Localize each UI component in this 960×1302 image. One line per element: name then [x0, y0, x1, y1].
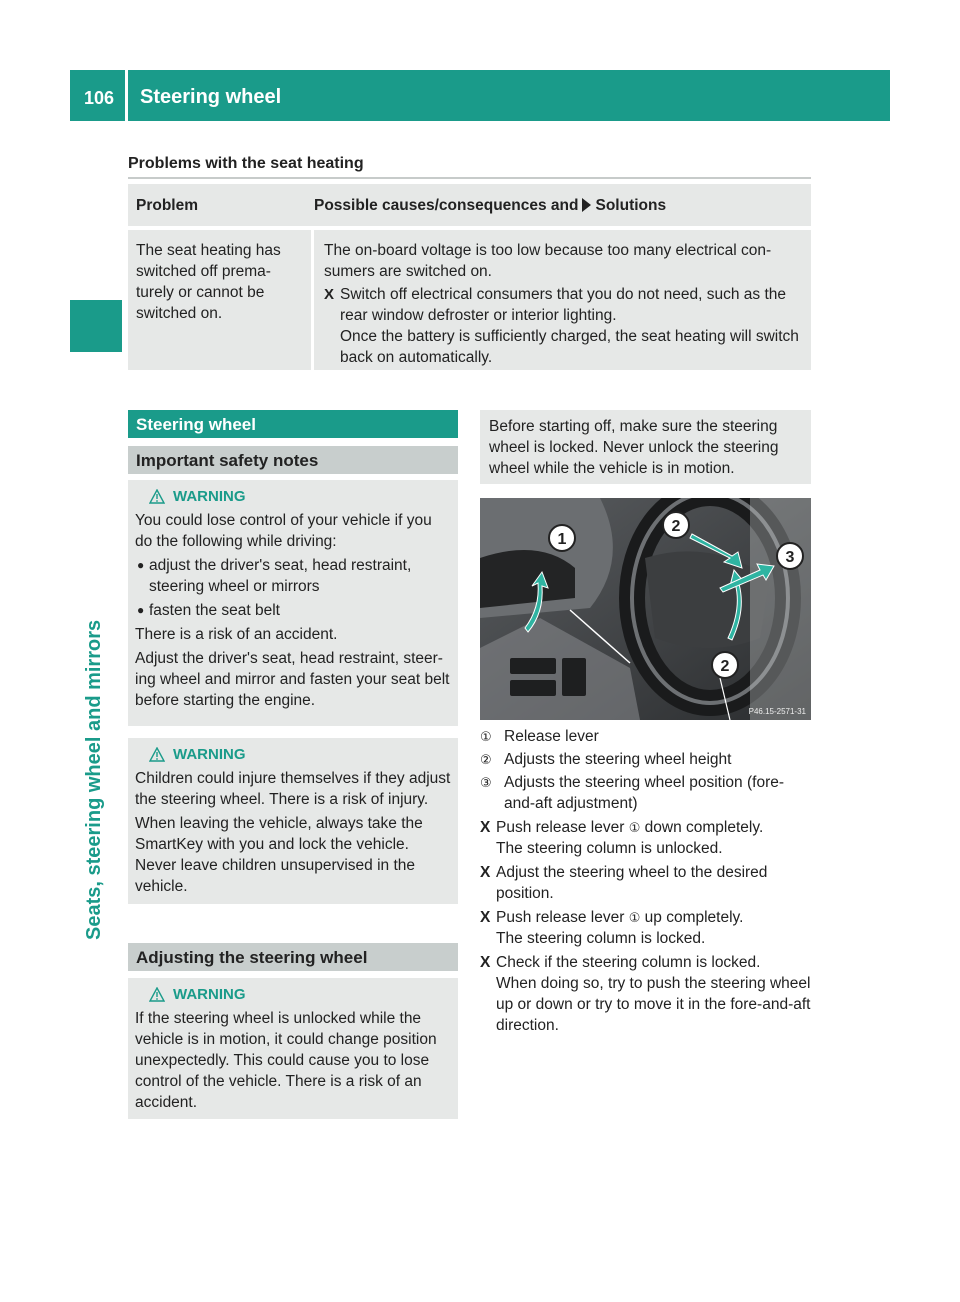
step-arrow-icon: X: [480, 954, 491, 971]
warning-label: [135, 744, 451, 765]
bullet-text: fasten the seat belt: [149, 602, 280, 619]
col-solutions-header-a: Possible causes/consequences and: [314, 196, 579, 214]
warning-box-1: [128, 480, 458, 726]
svg-text:2: 2: [671, 518, 681, 535]
table-rule: [128, 177, 811, 179]
play-arrow-icon: [582, 198, 591, 212]
svg-text:1: 1: [557, 531, 567, 548]
cause-text: The on-board voltage is too low because too many electrical con-sumers are switched on.: [324, 242, 772, 280]
legend-item: [480, 726, 815, 747]
warning-label: [135, 984, 451, 1005]
warning-icon: [149, 747, 165, 762]
step-action: Adjust the steering wheel to the desired position.: [496, 864, 768, 902]
side-tab-label: Seats, steering wheel and mirrors: [83, 619, 105, 940]
legend-number: ①: [480, 729, 492, 744]
warning-advice: When leaving the vehicle, always take the SmartKey with you and lock the vehicle. Never leave children unsupervised in the vehicle.: [135, 815, 423, 895]
table-header: [128, 184, 811, 226]
note-box: Before starting off, make sure the steering wheel is locked. Never unlock the steering wheel while the vehicle is in motion.: [480, 410, 811, 484]
header-divider: [125, 70, 128, 121]
legend-text: Release lever: [504, 728, 599, 745]
right-column-text: [480, 726, 815, 1036]
figure-code: P46.15-2571-31: [748, 707, 806, 716]
col-solutions-header-b: Solutions: [595, 196, 667, 214]
step-result: Once the battery is sufficiently charged, the seat heating will switch back on automatically.: [340, 328, 799, 366]
bullet-text: adjust the driver's seat, head restraint, steering wheel or mirrors: [149, 557, 412, 595]
step-action: Check if the steering column is locked.: [496, 954, 761, 971]
list-item: ● adjust the driver's seat, head restraint, steering wheel or mirrors: [135, 555, 451, 597]
col-problem-header: Problem: [136, 196, 199, 214]
warning-text: Children could injure themselves if they adjust the steering wheel. There is a risk of injury.: [135, 770, 451, 808]
solution-cell: [314, 230, 811, 370]
step-arrow-icon: X: [324, 286, 335, 303]
step-action: Push release lever: [496, 819, 625, 836]
svg-text:2: 2: [720, 658, 730, 675]
instruction-step: [480, 907, 815, 949]
warning-icon: [149, 489, 165, 504]
warning-intro: You could lose control of your vehicle if you do the following while driving:: [135, 512, 432, 550]
warning-risk: There is a risk of an accident.: [135, 626, 338, 643]
step-ref: ①: [628, 820, 641, 835]
warning-box-3: [128, 978, 458, 1119]
illustration-svg: [480, 498, 811, 720]
step-action-end: up completely.: [644, 909, 744, 926]
instruction-step: [480, 862, 815, 904]
step-action-end: down completely.: [644, 819, 764, 836]
warning-text: If the steering wheel is unlocked while the vehicle is in motion, it could change position unexpectedly. This could cause you to lose control of the vehicle. There is a risk of an accident.: [135, 1010, 437, 1111]
warning-advice: Adjust the driver's seat, head restraint, steer-ing wheel and mirror and fasten your seat belt before starting the engine.: [135, 650, 450, 709]
problems-heading: Problems with the seat heating: [128, 155, 364, 172]
legend-text: Adjusts the steering wheel height: [504, 751, 732, 768]
step-ref: ①: [628, 910, 641, 925]
steering-adjust-illustration: [480, 498, 811, 720]
problems-table: [128, 184, 811, 370]
solution-step: [324, 284, 801, 368]
legend-item: [480, 772, 815, 814]
list-item: ● fasten the seat belt: [137, 602, 280, 619]
step-arrow-icon: X: [480, 864, 491, 881]
step-text: Switch off electrical consumers that you do not need, such as the rear window defroster or interior lighting.: [340, 286, 787, 324]
col-solutions-header: [314, 195, 666, 216]
table-row: [128, 230, 811, 370]
side-tab: [82, 380, 112, 940]
step-action: Push release lever: [496, 909, 625, 926]
step-arrow-icon: X: [480, 909, 491, 926]
step-result: When doing so, try to push the steering wheel up or down or try to move it in the fore-and-aft direction.: [496, 975, 811, 1034]
step-result: The steering column is unlocked.: [496, 840, 723, 857]
warning-label-text: WARNING: [173, 488, 246, 505]
instruction-step: [480, 817, 815, 859]
warning-box-2: [128, 738, 458, 904]
side-tab-marker: [70, 300, 122, 352]
step-result: The steering column is locked.: [496, 930, 706, 947]
warning-label: [135, 486, 451, 507]
steering-section-title: Steering wheel: [128, 410, 458, 438]
legend-number: ②: [480, 752, 492, 767]
step-arrow-icon: X: [480, 819, 491, 836]
header-title: Steering wheel: [140, 86, 282, 108]
warning-label-text: WARNING: [173, 986, 246, 1003]
warning-label-text: WARNING: [173, 746, 246, 763]
adjusting-title: Adjusting the steering wheel: [128, 943, 458, 971]
problem-cell: The seat heating has switched off prema-turely or cannot be switched on.: [128, 230, 311, 370]
legend-item: [480, 749, 815, 770]
legend-text: Adjusts the steering wheel position (fore-and-aft adjustment): [504, 774, 785, 812]
instruction-step: [480, 952, 815, 1036]
page-number: 106: [84, 88, 115, 108]
svg-text:3: 3: [785, 549, 795, 566]
safety-notes-title: Important safety notes: [128, 446, 458, 474]
legend-number: ③: [480, 775, 492, 790]
warning-icon: [149, 987, 165, 1002]
